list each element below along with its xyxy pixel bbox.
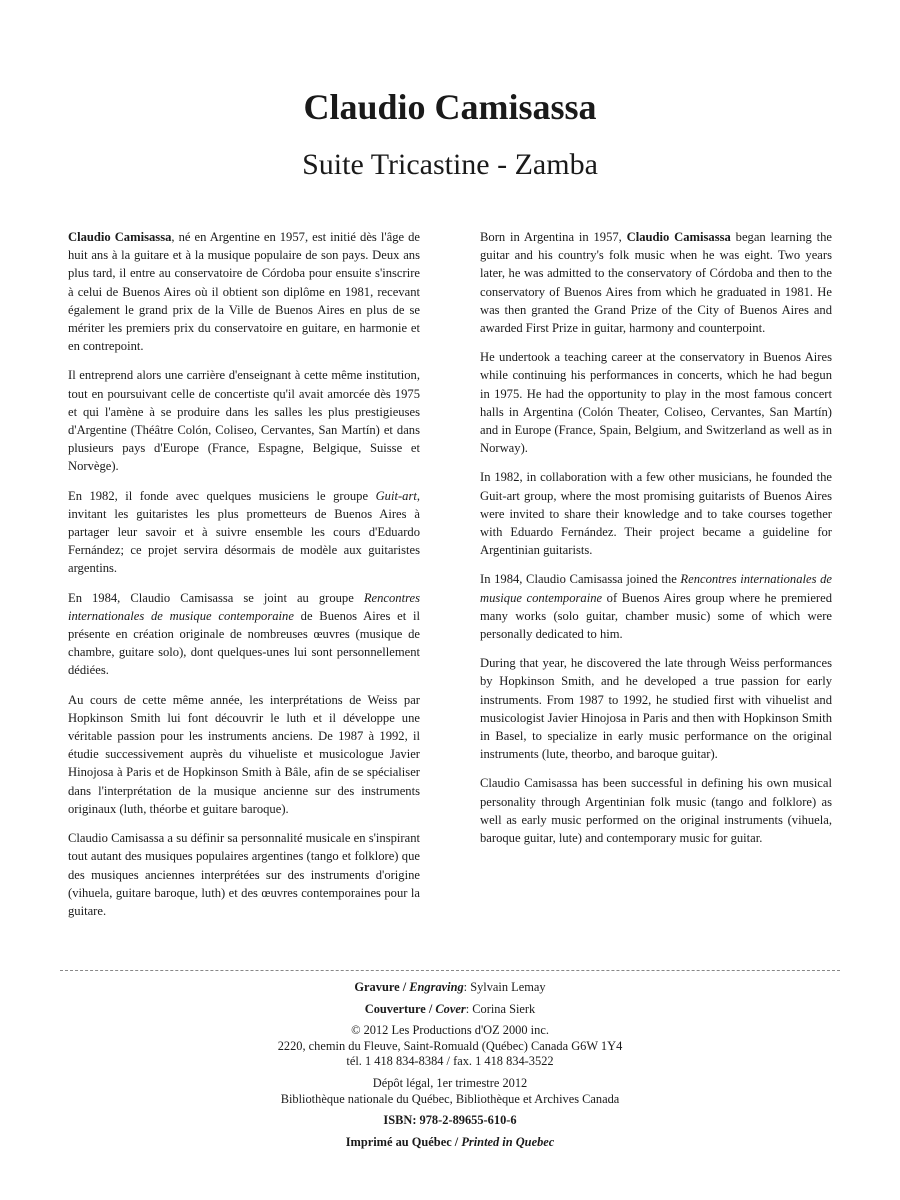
fr-artist-name: Claudio Camisassa	[68, 230, 172, 244]
en-p4-before: In 1984, Claudio Camisassa joined the	[480, 572, 681, 587]
fr-paragraph-1-text: , né en Argentine en 1957, est initié dès l'âge de huit ans à la guitare et à la musique populaire de son pays. Deux ans plus tard, il entre au conservatoire de Córdoba pour ensuite s'inscrire à celui de Buenos Aires où il obtient son diplôme en 1981, recevant également le grand prix de la Ville de Buenos Aires en plus de se mériter les premiers prix du conservatoire en guitare, en harmonie et en contrepoint.	[68, 230, 420, 354]
engraving-label-en: Engraving	[409, 980, 464, 994]
cover-credit	[0, 1002, 900, 1018]
fr-p3-before: En 1982, il fonde avec quelques musiciens le groupe	[68, 488, 376, 503]
en-paragraph-1	[480, 228, 832, 337]
en-paragraph-5: During that year, he discovered the late through Weiss performances by Hopkinson Smith, and he developed a true passion for early instruments. From 1987 to 1992, he studied first with vihuelist and musicologist Javier Hinojosa in Paris and then with Hopkinson Smith in Basel, to specialize in early music performance on the original instruments (lute, theorbo, and baroque guitar).	[480, 656, 832, 762]
en-artist-name: Claudio Camisassa	[626, 230, 731, 244]
fr-p4-group-name: Rencontres internationales de musique contemporaine	[68, 590, 420, 623]
engraving-name: : Sylvain Lemay	[463, 980, 546, 994]
fr-paragraph-4	[68, 589, 420, 680]
fr-paragraph-2: Il entreprend alors une carrière d'enseignant à cette même institution, tout en poursuivant celle de concertiste qu'il avait amorcée dès 1975 et qui l'amène à se produire dans les salles les plus prestigieuses d'Argentine (Théâtre Colón, Coliseo, Cervantes, San Martín) et dans plusieurs pays d'Europe (France, Espagne, Belgique, Suisse et Norvège).	[68, 368, 420, 474]
en-paragraph-3: In 1982, in collaboration with a few other musicians, he founded the Guit-art group, where the most promising guitarists of Buenos Aires were invited to share their knowledge and to take courses together with Eduardo Fernández. Their project became a guideline for Argentinian guitarists.	[480, 470, 832, 558]
page-subtitle: Suite Tricastine - Zamba	[302, 148, 598, 181]
credits-block	[0, 980, 900, 1150]
publisher-phone: tél. 1 418 834-8384 / fax. 1 418 834-3522	[346, 1054, 554, 1069]
fr-paragraph-1	[68, 228, 420, 355]
isbn	[0, 1113, 900, 1129]
page-title: Claudio Camisassa	[303, 87, 597, 127]
french-biography-column	[68, 228, 420, 931]
printed-fr: Imprimé au Québec /	[345, 1134, 462, 1149]
en-p4-after: of Buenos Aires group where he premiered many works (solo guitar, chamber music) some of which were personally dedicated to him.	[480, 590, 832, 642]
en-paragraph-2: He undertook a teaching career at the conservatory in Buenos Aires while continuing his performances in concerts, which he had begun in 1975. He had the opportunity to play in the most famous concert halls in Argentina (Colón Theater, Coliseo, Cervantes, San Martín) and in Europe (France, Spain, Belgium, and Switzerland as well as in Norway).	[480, 350, 832, 456]
fr-p4-before: En 1984, Claudio Camisassa se joint au groupe	[68, 590, 364, 605]
fr-p3-after: , invitant les guitaristes les plus prometteurs de Buenos Aires à partager leur savoir et à suivre ensemble les cours d'Eduardo Fernández; ce projet servira désormais de modèle aux guitaristes argentins.	[68, 488, 420, 576]
fr-paragraph-3	[68, 487, 420, 578]
publisher-address: 2220, chemin du Fleuve, Saint-Romuald (Québec) Canada G6W 1Y4	[277, 1038, 623, 1053]
isbn-text: ISBN: 978-2-89655-610-6	[383, 1113, 517, 1128]
legal-deposit: Dépôt légal, 1er trimestre 2012	[372, 1075, 528, 1090]
credits-divider	[60, 970, 840, 971]
libraries-line: Bibliothèque nationale du Québec, Bibliothèque et Archives Canada	[280, 1091, 620, 1106]
fr-paragraph-6: Claudio Camisassa a su définir sa personnalité musicale en s'inspirant tout autant des musiques populaires argentines (tango et folklore) que des musiques anciennes interprétées sur des instruments d'origine (vihuela, guitare baroque, luth) et des œuvres contemporaines pour la guitare.	[68, 831, 420, 918]
en-paragraph-4	[480, 570, 832, 643]
printed-en: Printed in Quebec	[461, 1134, 555, 1149]
english-biography-column	[480, 228, 832, 858]
engraving-label: Gravure /	[354, 980, 410, 994]
fr-p3-group-name: Guit-art	[375, 488, 417, 503]
copyright-line: © 2012 Les Productions d'OZ 2000 inc.	[351, 1023, 549, 1038]
cover-label-en: Cover	[435, 1001, 466, 1016]
cover-name: : Corina Sierk	[465, 1001, 536, 1016]
en-p1-before: Born in Argentina in 1957,	[480, 230, 627, 244]
en-p4-group-name: Rencontres internationales de musique contemporaine	[480, 572, 832, 605]
en-p1-after: began learning the guitar and his country's folk music when he was eight. Two years later, he was admitted to the conservatory of Córdoba and then to the conservatory of Buenos Aires from which he graduated in 1981. He was then granted the Grand Prize of the City of Buenos Aires and awarded First Prize in guitar, harmony and counterpoint.	[480, 230, 832, 336]
fr-paragraph-5: Au cours de cette même année, les interprétations de Weiss par Hopkinson Smith lui font découvrir le luth et il développe une véritable passion pour les instruments anciens. De 1987 à 1992, il étudie successivement auprès du vihueliste et musicologue Javier Hinojosa à Paris et de Hopkinson Smith à Bâle, afin de se spécialiser dans l'interprétation de la musique ancienne sur des instruments originaux (luth, théorbe et guitare baroque).	[68, 692, 420, 816]
fr-p4-after: de Buenos Aires et il présente en création originale de nombreuses œuvres (musique de chambre, guitare solo), dont quelques-unes lui sont personnellement dédiées.	[68, 608, 420, 678]
printed-in	[0, 1135, 900, 1151]
engraving-credit	[0, 980, 900, 996]
cover-label: Couverture /	[364, 1001, 436, 1016]
en-paragraph-6: Claudio Camisassa has been successful in defining his own musical personality through Argentinian folk music (tango and folklore) as well as early music performed on the original instruments (vihuela, baroque guitar, lute) and contemporary music for guitar.	[480, 776, 832, 846]
